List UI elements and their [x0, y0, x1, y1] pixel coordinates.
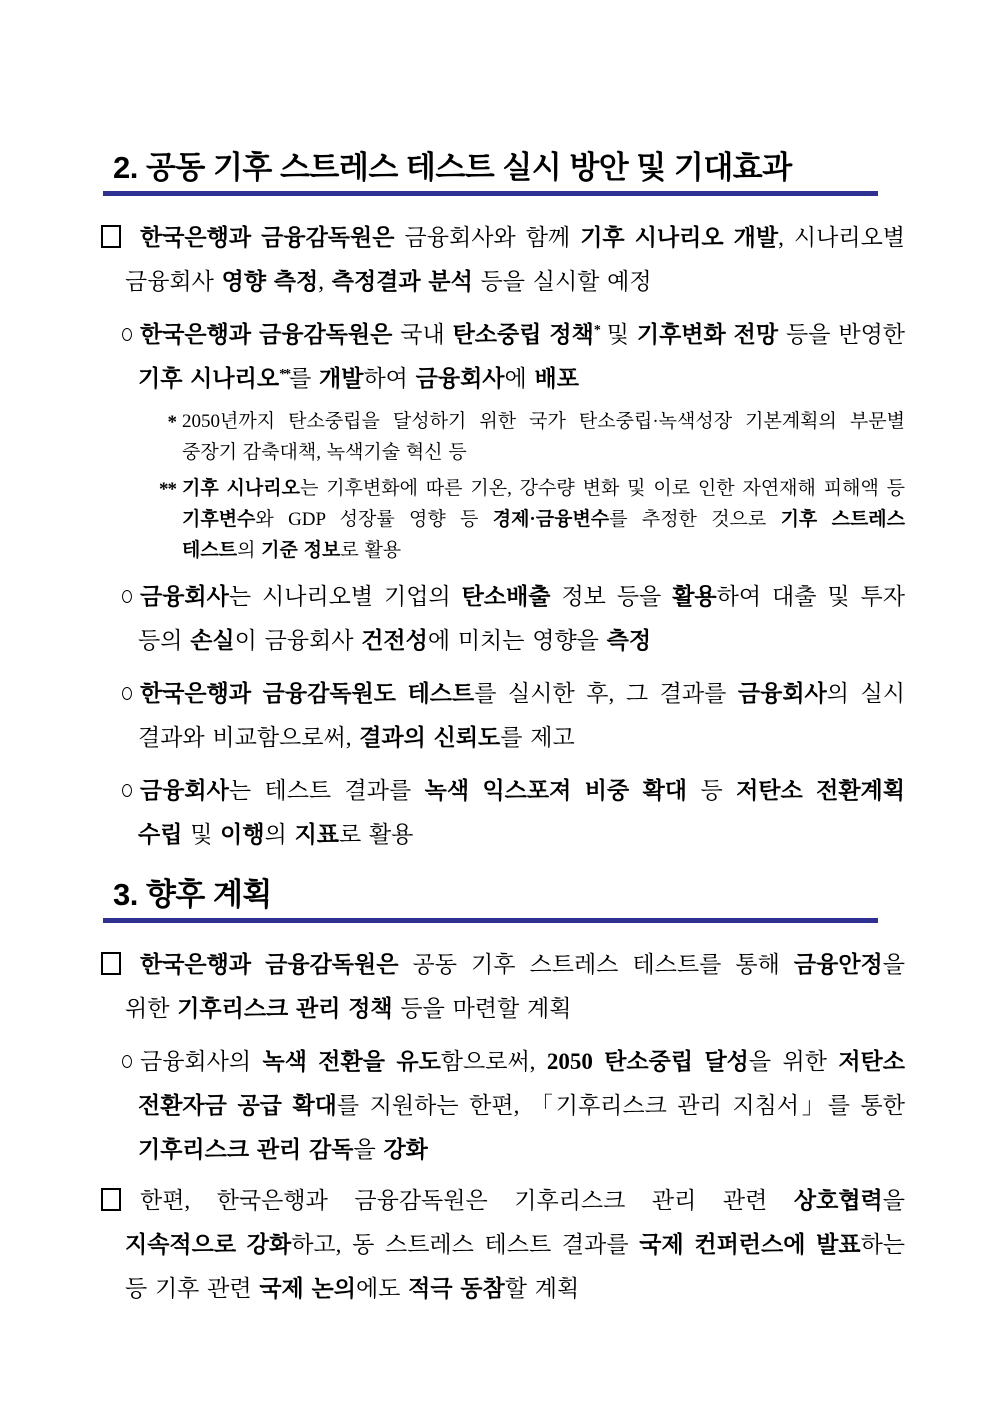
circle-bullet-icon: [122, 328, 132, 341]
text-segment: 결과의 신뢰도: [359, 725, 501, 750]
footnote-reference: *: [593, 323, 599, 338]
section-heading: 3. 향후 계획: [103, 876, 878, 923]
text-segment: 탄소중립 정책: [452, 322, 594, 347]
text-segment: 기후 시나리오: [182, 478, 300, 499]
text-segment: 저탄소 전환계획 수립: [138, 778, 905, 847]
text-segment: , 시나리오별 금융회사: [125, 225, 906, 294]
paragraph: [100, 769, 905, 857]
text-segment: 금융회사와 함께: [394, 225, 581, 250]
text-segment: 정보 등을: [550, 584, 673, 609]
text-segment: 을: [882, 1188, 905, 1213]
footnote-paragraph: [100, 406, 905, 468]
footnote-reference: **: [279, 367, 290, 382]
text-segment: 로 활용: [339, 822, 414, 847]
section-joint-climate-stress-test: [100, 149, 905, 857]
text-segment: 기후변화 전망: [636, 322, 779, 347]
text-segment: 등을 마련할 계획: [392, 996, 572, 1021]
text-segment: 는 시나리오별 기업의: [228, 584, 462, 609]
circle-bullet-icon: [122, 687, 132, 700]
footnote-asterisk-marker: *: [167, 412, 176, 433]
text-segment: 활용: [672, 584, 717, 609]
text-segment: 영향 측정: [221, 269, 319, 294]
text-segment: 금융회사: [737, 681, 827, 706]
text-segment: 로 활용: [340, 540, 402, 561]
box-bullet-icon: [101, 1188, 121, 1211]
text-segment: 할 계획: [504, 1276, 580, 1301]
text-segment: 를 추정한 것으로: [609, 509, 781, 530]
footnote-paragraph: [100, 473, 905, 566]
text-segment: 하는 등 기후 관련: [125, 1232, 906, 1301]
text-segment: 한국은행과 금융감독원도: [140, 681, 396, 706]
text-segment: 에 미치는 영향을: [427, 628, 607, 653]
text-segment: 기후리스크 관리 정책: [177, 996, 393, 1021]
footnote-asterisk-marker: **: [159, 479, 176, 500]
text-segment: 금융안정: [793, 952, 883, 977]
text-segment: 개발: [319, 366, 364, 391]
text-segment: 와 GDP 성장률 영향 등: [255, 509, 493, 530]
text-segment: 기후 스트레스 테스트: [182, 509, 906, 561]
box-bullet-icon: [101, 952, 121, 975]
text-segment: 적극 동참: [408, 1276, 505, 1301]
text-segment: 한국은행과 금융감독원은: [140, 952, 399, 977]
text-segment: 기후 시나리오: [138, 366, 280, 391]
text-segment: 에: [504, 366, 535, 391]
text-segment: 를: [289, 366, 320, 391]
text-segment: 강화: [383, 1137, 428, 1162]
text-segment: 를 실시한 후, 그 결과를: [474, 681, 738, 706]
text-segment: 상호협력: [793, 1188, 883, 1213]
text-segment: 의: [237, 540, 262, 561]
text-segment: 한편, 한국은행과 금융감독원은 기후리스크 관리 관련: [140, 1188, 794, 1213]
text-segment: 공동 기후 스트레스 테스트를 통해: [398, 952, 794, 977]
text-segment: ,: [318, 269, 332, 294]
text-segment: 에도: [355, 1276, 409, 1301]
text-segment: 저탄소 전환자금 공급 확대: [138, 1049, 905, 1118]
text-segment: 기준 정보: [261, 540, 341, 561]
text-segment: 금융회사: [140, 584, 229, 609]
text-segment: 측정: [606, 628, 652, 653]
text-segment: 이 금융회사: [234, 628, 362, 653]
paragraph: [100, 672, 905, 760]
circle-bullet-icon: [122, 784, 132, 797]
text-segment: 기후리스크 관리 감독: [138, 1137, 354, 1162]
text-segment: 등: [687, 778, 737, 803]
text-segment: 경제·금융변수: [492, 509, 610, 530]
text-segment: 기후 시나리오 개발: [580, 225, 779, 250]
text-segment: 국내: [392, 322, 453, 347]
text-segment: 기후변수: [182, 509, 256, 530]
text-segment: 하고, 동 스트레스 테스트 결과를: [291, 1232, 640, 1257]
text-segment: 탄소배출: [461, 584, 551, 609]
text-segment: 2050년까지 탄소중립을 달성하기 위한 국가 탄소중립·녹색성장 기본계획의 부문별 중장기 감축대책, 녹색기술 혁신 등: [182, 411, 905, 463]
section-body: [100, 216, 905, 857]
text-segment: 테스트: [407, 681, 475, 706]
text-segment: 를 제고: [500, 725, 575, 750]
text-segment: 을 위한: [748, 1049, 839, 1074]
text-segment: 의 실시 결과와 비교함으로써,: [138, 681, 906, 750]
text-segment: 함으로써,: [440, 1049, 547, 1074]
text-segment: 금융회사: [415, 366, 505, 391]
text-segment: 2050 탄소중립 달성: [546, 1049, 749, 1074]
text-segment: 를 지원하는 한편, 「기후리스크 관리 지침서」를 통한: [336, 1093, 905, 1118]
text-segment: 금융회사: [140, 778, 229, 803]
text-segment: 녹색 익스포져 비중 확대: [424, 778, 688, 803]
text-segment: 건전성: [361, 628, 428, 653]
paragraph: [100, 575, 905, 663]
text-segment: 하여: [363, 366, 416, 391]
circle-bullet-icon: [122, 1055, 132, 1068]
text-segment: 국제 컨퍼런스에 발표: [639, 1232, 861, 1257]
text-segment: 한국은행과 금융감독원은: [140, 322, 393, 347]
text-segment: 한국은행과 금융감독원은: [140, 225, 395, 250]
section-heading: 2. 공동 기후 스트레스 테스트 실시 방안 및 기대효과: [103, 149, 878, 196]
text-segment: 녹색 전환을 유도: [262, 1049, 441, 1074]
text-segment: 을 위한: [125, 952, 905, 1021]
text-segment: 지표: [294, 822, 339, 847]
circle-bullet-icon: [122, 590, 132, 603]
text-segment: 는 기후변화에 따른 기온, 강수량 변화 및 이로 인한 자연재해 피해액 등: [299, 478, 906, 499]
text-segment: 등을 실시할 예정: [472, 269, 652, 294]
section-body: [100, 943, 905, 1311]
text-segment: 의: [264, 822, 295, 847]
paragraph: [100, 1179, 905, 1311]
box-bullet-icon: [101, 225, 121, 248]
text-segment: 을: [353, 1137, 384, 1162]
paragraph: [100, 1040, 905, 1172]
text-segment: 등을 반영한: [778, 322, 906, 347]
paragraph: [100, 943, 905, 1031]
text-segment: 이행: [220, 822, 265, 847]
text-segment: 는 테스트 결과를: [228, 778, 425, 803]
paragraph: [100, 216, 905, 304]
text-segment: 금융회사의: [140, 1049, 263, 1074]
text-segment: 하여 대출 및 투자 등의: [138, 584, 905, 653]
text-segment: 손실: [190, 628, 235, 653]
section-future-plan: [100, 876, 905, 1311]
text-segment: 및: [182, 822, 221, 847]
text-segment: 측정결과 분석: [331, 269, 473, 294]
text-segment: 및: [598, 322, 637, 347]
text-segment: [396, 681, 408, 706]
text-segment: 국제 논의: [259, 1276, 356, 1301]
text-segment: 지속적으로 강화: [125, 1232, 292, 1257]
paragraph: [100, 313, 905, 401]
text-segment: 배포: [534, 366, 579, 391]
